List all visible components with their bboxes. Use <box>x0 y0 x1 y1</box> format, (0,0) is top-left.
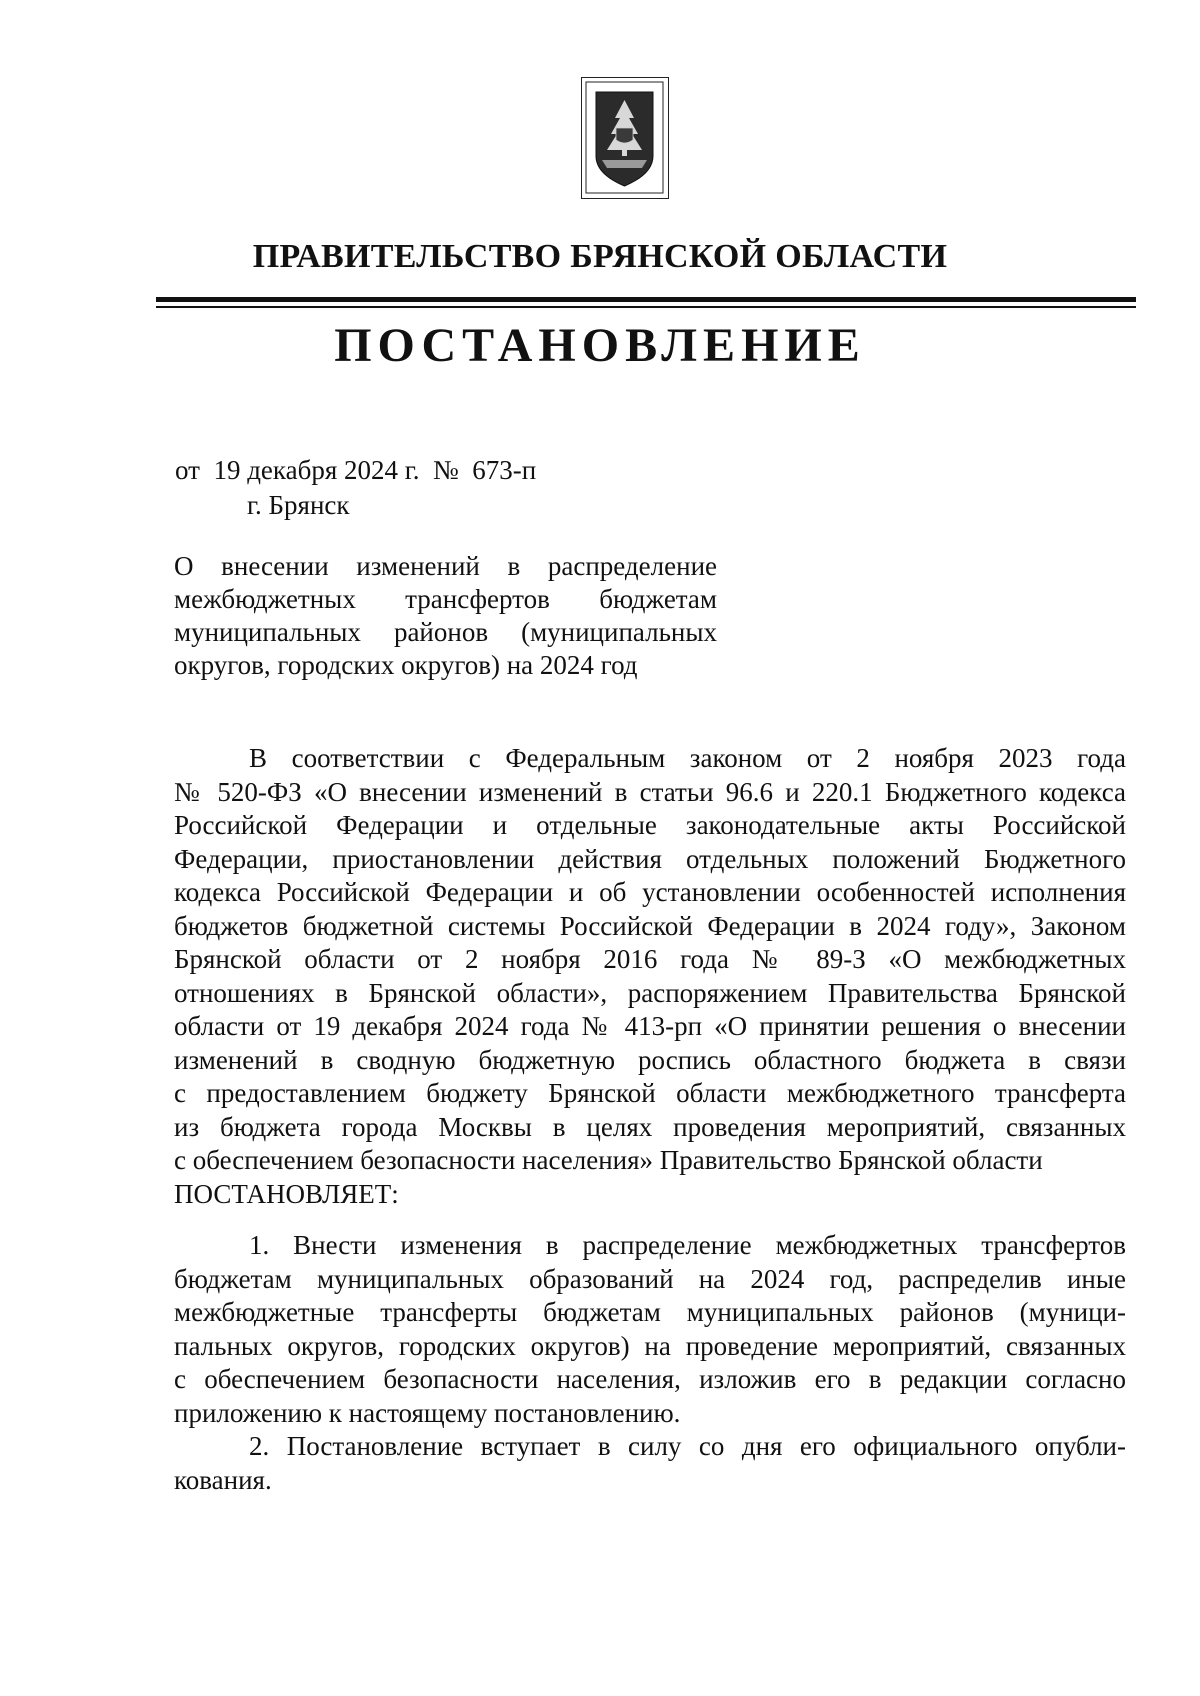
clause-1-line: с обеспечением безопасности населения, изложив его в редакции согласно <box>174 1364 1126 1394</box>
preamble-line: области от 19 декабря 2024 года № 413-рп «О принятии решения о внесении <box>174 1011 1126 1041</box>
clause-2 <box>174 1430 1126 1497</box>
clause-1-line: пальных округов, городских округов) на проведение мероприятий, связанных <box>174 1330 1126 1361</box>
preamble-line: с обеспечением безопасности населения» Правительство Брянской области <box>174 1145 1043 1175</box>
preamble-line: кодекса Российской Федерации и об установлении особенностей исполнения <box>174 877 1126 907</box>
preamble-line: изменений в сводную бюджетную роспись областного бюджета в связи <box>174 1044 1126 1075</box>
document-type-title: ПОСТАНОВЛЕНИЕ <box>334 319 866 372</box>
clause-1-line: межбюджетные трансферты бюджетам муниципальных районов (муници- <box>174 1297 1126 1327</box>
city-line: г. Брянск <box>247 490 350 520</box>
preamble-line: № 520-ФЗ «О внесении изменений в статьи 96.6 и 220.1 Бюджетного кодекса <box>174 776 1126 807</box>
document-subject <box>174 550 717 682</box>
preamble-line: отношениях в Брянской области», распоряжением Правительства Брянской <box>174 977 1126 1008</box>
resolution-keyword: ПОСТАНОВЛЯЕТ: <box>174 1178 399 1209</box>
preamble-line: бюджетов бюджетной системы Российской Федерации в 2024 году», Законом <box>174 910 1126 941</box>
date-number-line: от 19 декабря 2024 г. № 673-п <box>175 455 537 485</box>
header-divider-thin <box>156 306 1136 308</box>
preamble-line: В соответствии с Федеральным законом от 2 ноября 2023 года <box>249 743 1126 773</box>
subject-line: округов, городских округов) на 2024 год <box>174 650 638 680</box>
subject-line: межбюджетных трансфертов бюджетам <box>174 584 717 614</box>
subject-line: О внесении изменений в распределение <box>174 551 717 581</box>
clause-2-line: 2. Постановление вступает в силу со дня его официального опубли- <box>249 1431 1126 1461</box>
clause-1-line: приложению к настоящему постановлению. <box>174 1397 681 1428</box>
preamble-line: из бюджета города Москвы в целях проведения мероприятий, связанных <box>174 1111 1126 1142</box>
clause-2-line: кования. <box>174 1464 272 1495</box>
coat-of-arms-icon <box>581 77 669 199</box>
clause-1 <box>174 1229 1126 1430</box>
clause-1-line: бюджетам муниципальных образований на 2024 год, распределив иные <box>174 1263 1126 1294</box>
clause-1-line: 1. Внести изменения в распределение межбюджетных трансфертов <box>249 1230 1126 1260</box>
preamble-line: с предоставлением бюджету Брянской области межбюджетного трансферта <box>174 1078 1126 1108</box>
organization-title: ПРАВИТЕЛЬСТВО БРЯНСКОЙ ОБЛАСТИ <box>252 238 948 275</box>
subject-line: муниципальных районов (муниципальных <box>174 617 717 647</box>
preamble-line: Российской Федерации и отдельные законодательные акты Российской <box>174 810 1126 840</box>
header-divider-thick <box>156 297 1136 302</box>
preamble-line: Федерации, приостановлении действия отдельных положений Бюджетного <box>174 843 1126 874</box>
preamble-line: Брянской области от 2 ноября 2016 года № 89-З «О межбюджетных <box>174 944 1126 974</box>
preamble-paragraph <box>174 742 1126 1211</box>
